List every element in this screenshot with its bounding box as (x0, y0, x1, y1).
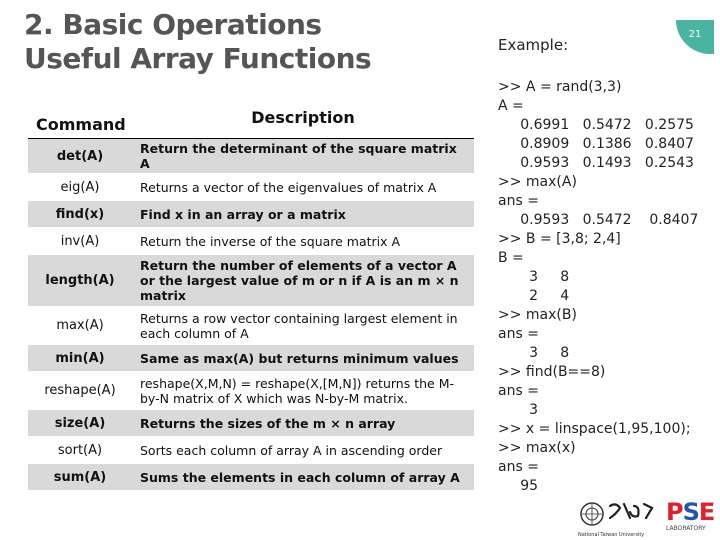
code-line: 3 8 (498, 269, 570, 285)
description-header: Description (132, 104, 474, 139)
slide-title (24, 8, 384, 76)
functions-table (28, 104, 474, 491)
pse-lab-logo (666, 500, 716, 536)
example-code-block (498, 78, 718, 496)
code-line: B = (498, 250, 524, 266)
command-cell: size(A) (28, 410, 132, 437)
command-cell: reshape(A) (28, 372, 132, 410)
command-header: Command (28, 104, 132, 139)
page-number: 21 (688, 29, 702, 40)
command-cell: inv(A) (28, 228, 132, 255)
table-row (28, 345, 474, 372)
example-label: Example: (498, 36, 569, 54)
command-cell: eig(A) (28, 174, 132, 201)
description-cell: Returns a vector of the eigenvalues of matrix A (132, 174, 474, 201)
description-cell: Same as max(A) but returns minimum values (132, 345, 474, 372)
code-line: 3 8 (498, 345, 570, 361)
title-line-1: 2. Basic Operations (24, 8, 322, 41)
description-cell: Sorts each column of array A in ascending order (132, 437, 474, 464)
table-row (28, 464, 474, 491)
pse-letter-p: P (666, 498, 683, 526)
code-line: ans = (498, 193, 539, 209)
description-cell: Returns a row vector containing largest element in each column of A (132, 307, 474, 345)
code-line: 2 4 (498, 288, 570, 304)
code-line: ans = (498, 383, 539, 399)
code-line: >> find(B==8) (498, 364, 606, 380)
ntu-logo-text: National Taiwan University (578, 532, 645, 538)
code-line: >> A = rand(3,3) (498, 79, 622, 95)
table-row (28, 410, 474, 437)
table-row (28, 307, 474, 345)
ntu-logo (578, 498, 662, 538)
code-line: >> B = [3,8; 2,4] (498, 231, 621, 247)
table-header-row (28, 104, 474, 139)
description-cell: Return the number of elements of a vector A or the largest value of m or n if A is an m × n matrix (132, 255, 474, 307)
code-line: ans = (498, 459, 539, 475)
table-row (28, 255, 474, 307)
pse-letter-s: S (682, 498, 699, 526)
description-cell: reshape(X,M,N) = reshape(X,[M,N]) returns the M-by-N matrix of X which was N-by-M matrix. (132, 372, 474, 410)
table-row (28, 201, 474, 228)
code-line: A = (498, 98, 524, 114)
command-cell: det(A) (28, 139, 132, 174)
code-line: >> max(A) (498, 174, 577, 190)
code-line: 3 (498, 402, 539, 418)
command-cell: length(A) (28, 255, 132, 307)
page-number-badge (676, 20, 714, 54)
code-line: 0.9593 0.5472 0.8407 (498, 212, 699, 228)
code-line: ans = (498, 326, 539, 342)
table-row (28, 228, 474, 255)
code-line: 0.6991 0.5472 0.2575 (498, 117, 694, 133)
command-cell: sort(A) (28, 437, 132, 464)
description-cell: Find x in an array or a matrix (132, 201, 474, 228)
description-cell: Sums the elements in each column of array A (132, 464, 474, 491)
command-cell: find(x) (28, 201, 132, 228)
command-cell: min(A) (28, 345, 132, 372)
description-cell: Return the inverse of the square matrix A (132, 228, 474, 255)
description-cell: Return the determinant of the square matrix A (132, 139, 474, 174)
code-line: 0.9593 0.1493 0.2543 (498, 155, 694, 171)
ntu-seal-icon (578, 498, 662, 534)
code-line: 0.8909 0.1386 0.8407 (498, 136, 694, 152)
code-line: >> x = linspace(1,95,100); (498, 421, 691, 437)
table-row (28, 372, 474, 410)
pse-letter-e: E (698, 498, 715, 526)
command-cell: sum(A) (28, 464, 132, 491)
title-line-2: Useful Array Functions (24, 42, 372, 75)
table-row (28, 174, 474, 201)
table-row (28, 437, 474, 464)
code-line: >> max(x) (498, 440, 576, 456)
pse-logo-subtext: LABORATORY (666, 525, 706, 532)
table-row (28, 139, 474, 174)
command-cell: max(A) (28, 307, 132, 345)
code-line: 95 (498, 478, 539, 494)
description-cell: Returns the sizes of the m × n array (132, 410, 474, 437)
table-body (28, 139, 474, 491)
code-line: >> max(B) (498, 307, 577, 323)
pse-logo-text (666, 500, 716, 524)
